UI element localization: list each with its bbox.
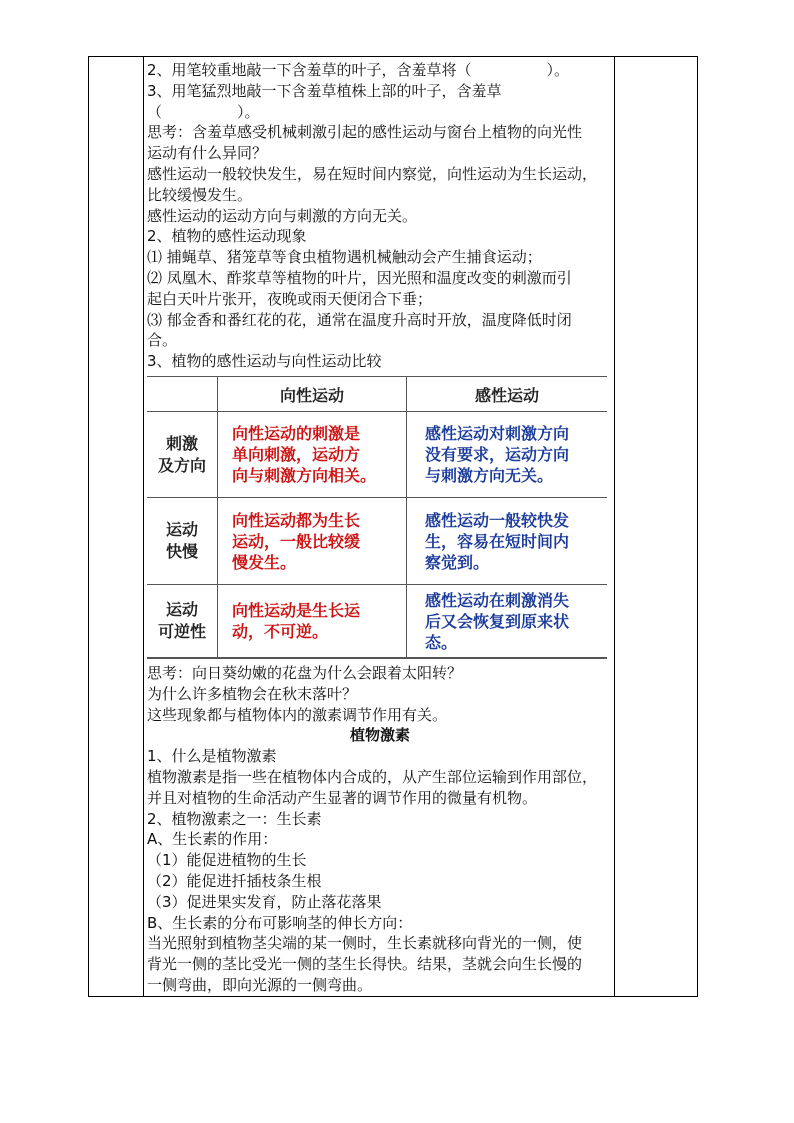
cell-line: 与刺激方向无关。 (425, 466, 554, 485)
text-line: 3、用笔猛烈地敲一下含羞草植株上部的叶子，含羞草 (147, 81, 502, 100)
label-line: 可逆性 (157, 622, 206, 641)
label-line: 运动 (165, 520, 198, 539)
text-line: 合。 (147, 331, 178, 350)
header-nastic: 感性运动 (474, 385, 539, 405)
row-label-reversibility (147, 585, 217, 657)
text-line: （3）促进果实发育，防止落花落果 (147, 892, 382, 911)
text-line: ⑵ 凤凰木、酢浆草等植物的叶片，因光照和温度改变的刺激而引 (147, 268, 572, 287)
cell-line: 单向刺激，运动方 (232, 445, 361, 464)
text-line: A、生长素的作用： (147, 830, 278, 849)
text-line: 3、植物的感性运动与向性运动比较 (147, 352, 382, 371)
text-line: 当光照射到植物茎尖端的某一侧时，生长素就移向背光的一侧，使 (147, 934, 583, 953)
text-line: 思考：含羞草感受机械刺激引起的感性运动与窗台上植物的向光性 (147, 123, 583, 142)
label-line: 运动 (165, 600, 198, 619)
header-tropism: 向性运动 (279, 385, 344, 405)
nastic-stimulus (407, 412, 607, 497)
tropism-speed (218, 498, 406, 584)
table-bottom-border (88, 996, 698, 997)
section-title: 植物激素 (349, 726, 410, 745)
text-line: 1、什么是植物激素 (147, 747, 277, 766)
text-line: 比较缓慢发生。 (147, 185, 253, 204)
text-line: 感性运动的运动方向与刺激的方向无关。 (147, 206, 418, 225)
text-line: 2、植物激素之一：生长素 (147, 809, 322, 828)
text-line: 感性运动一般较快发生，易在短时间内察觉，向性运动为生长运动， (147, 164, 598, 183)
cell-line: 向性运动是生长运 (232, 601, 361, 620)
text-line: 并且对植物的生命活动产生显著的调节作用的微量有机物。 (147, 788, 538, 807)
text-line: 思考：向日葵幼嫩的花盘为什么会跟着太阳转？ (147, 664, 463, 682)
text-line: （2）能促进扦插枝条生根 (147, 871, 322, 890)
text-line: 一侧弯曲，即向光源的一侧弯曲。 (147, 975, 373, 994)
tropism-reversibility (218, 585, 406, 657)
comparison-table (147, 376, 607, 658)
text-line: （ ）。 (147, 102, 260, 121)
column-divider (614, 56, 615, 997)
text-line: 运动有什么异同？ (147, 144, 268, 163)
cell-line: 向与刺激方向相关。 (232, 466, 377, 485)
label-line: 及方向 (157, 455, 206, 475)
text-line: 2、植物的感性运动现象 (147, 227, 307, 246)
label-line: 刺激 (165, 433, 198, 453)
cell-line: 态。 (425, 632, 458, 652)
cell-line: 生，容易在短时间内 (425, 531, 570, 551)
cell-line: 运动，一般比较缓 (232, 531, 361, 551)
table-top-border (88, 56, 698, 57)
text-line: 背光一侧的茎比受光一侧的茎生长得快。结果，茎就会向生长慢的 (147, 955, 583, 974)
table-left-border (88, 56, 89, 997)
text-line: 植物激素是指一些在植物体内合成的，从产生部位运输到作用部位， (147, 767, 598, 786)
cell-line: 察觉到。 (425, 552, 490, 572)
text-line: 2、用笔较重地敲一下含羞草的叶子，含羞草将（ ）。 (147, 61, 570, 79)
cell-line: 感性运动一般较快发 (425, 510, 570, 530)
row-label-stimulus (147, 412, 217, 497)
cell-line: 后又会恢复到原来状 (425, 611, 570, 631)
cell-line: 动，不可逆。 (232, 622, 329, 641)
cell-line: 慢发生。 (232, 552, 297, 572)
nastic-reversibility (407, 585, 607, 657)
text-line: ⑶ 郁金香和番红花的花，通常在温度升高时开放，温度降低时闭 (147, 310, 572, 329)
nastic-speed (407, 498, 607, 584)
text-line: ⑴ 捕蝇草、猪笼草等食虫植物遇机械触动会产生捕食运动； (147, 248, 542, 267)
cell-line: 感性运动对刺激方向 (425, 424, 570, 443)
cell-line: 向性运动都为生长 (232, 510, 361, 530)
cell-line: 向性运动的刺激是 (232, 424, 361, 443)
section-plant-hormones (147, 663, 613, 996)
row-label-speed (147, 498, 217, 584)
section-nastic-movement (147, 60, 613, 372)
text-line: 这些现象都与植物体内的激素调节作用有关。 (147, 705, 448, 724)
cell-line: 没有要求，运动方向 (425, 445, 570, 464)
text-line: B、生长素的分布可影响茎的伸长方向： (147, 913, 413, 932)
tropism-stimulus (218, 412, 406, 497)
table-right-border (697, 56, 698, 997)
text-line: （1）能促进植物的生长 (147, 851, 307, 870)
text-line: 起白天叶片张开，夜晚或雨天便闭合下垂； (147, 289, 433, 308)
cell-line: 感性运动在刺激消失 (425, 590, 570, 610)
text-line: 为什么许多植物会在秋末落叶？ (147, 684, 358, 703)
label-line: 快慢 (165, 542, 198, 561)
column-divider (143, 56, 144, 997)
